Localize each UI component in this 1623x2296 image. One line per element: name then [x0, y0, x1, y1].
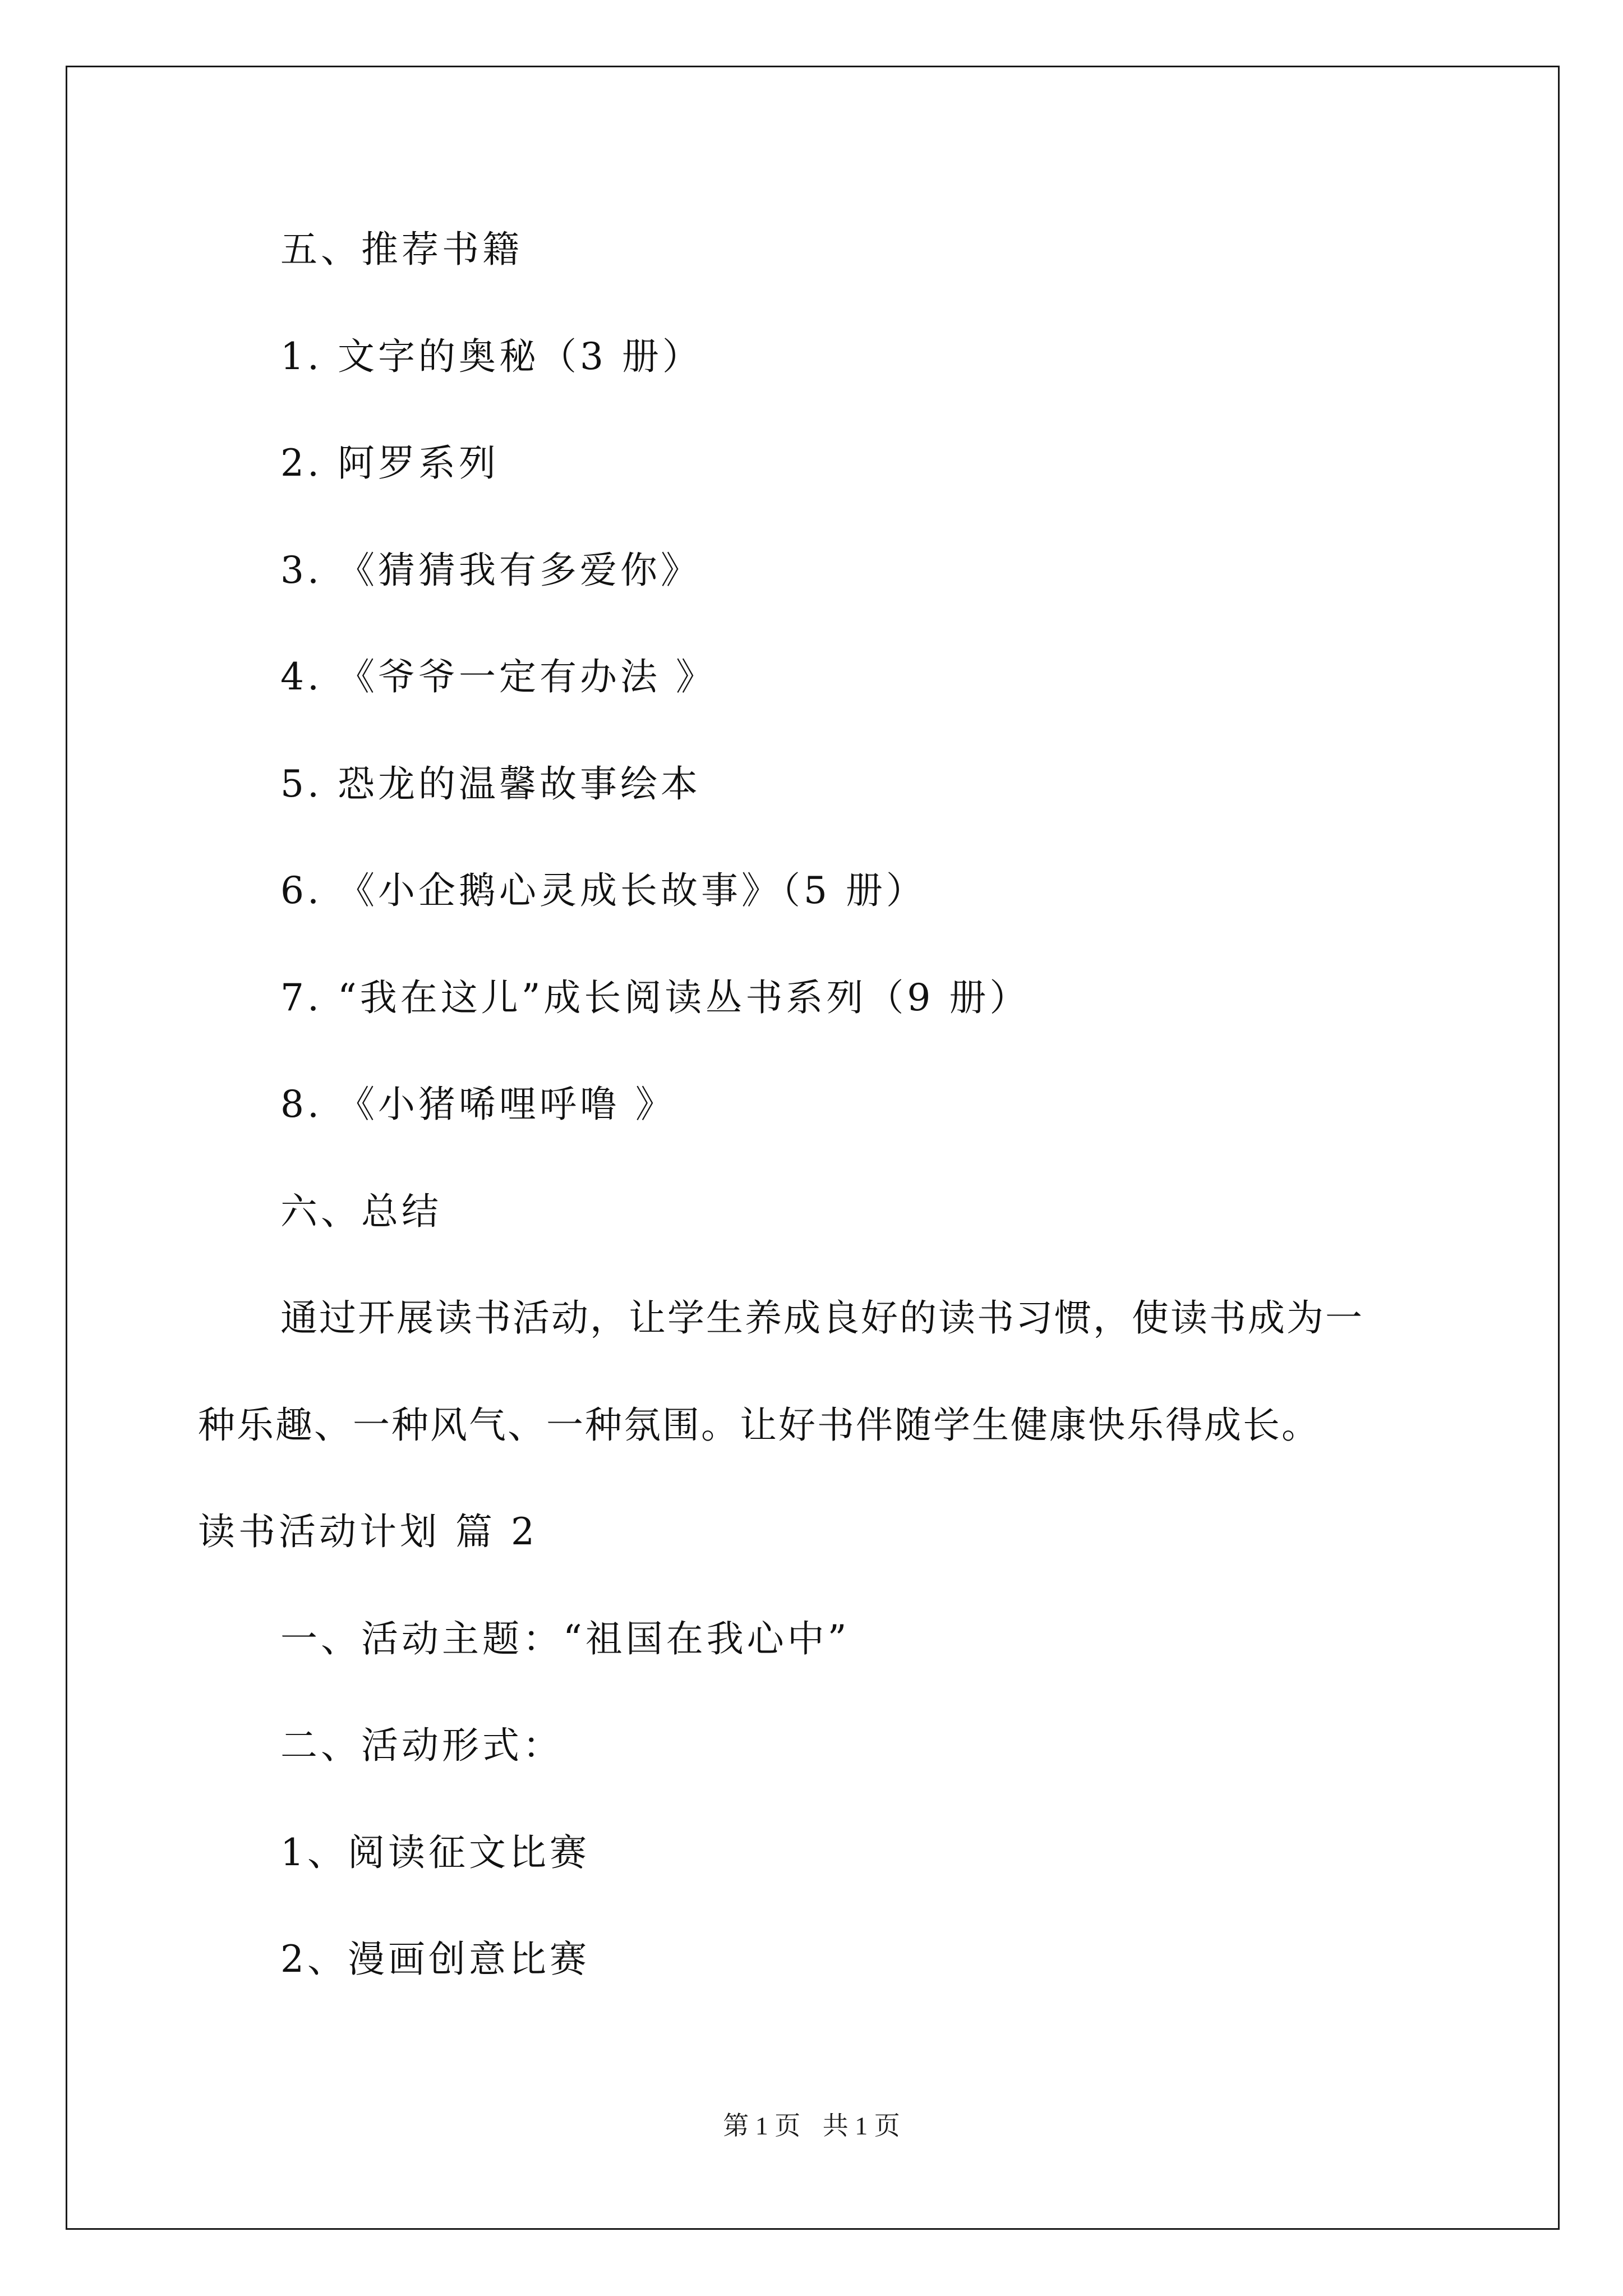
book-item-4: 4. 《爷爷一定有办法 》	[280, 655, 716, 698]
summary-paragraph-line-2: 种乐趣、一种风气、一种氛围。让好书伴随学生健康快乐得成长。	[198, 1404, 1320, 1447]
summary-paragraph-line-1: 通过开展读书活动，让学生养成良好的读书习惯，使读书成为一	[280, 1296, 1364, 1340]
page-footer	[0, 2110, 1623, 2142]
activity-format-item-2: 2、漫画创意比赛	[280, 1938, 590, 1981]
book-item-8: 8. 《小猪唏哩呼噜 》	[280, 1083, 676, 1126]
book-item-1: 1. 文字的奥秘（3 册）	[280, 335, 703, 378]
book-item-5: 5. 恐龙的温馨故事绘本	[280, 762, 701, 806]
book-item-7: 7. “我在这儿”成长阅读丛书系列（9 册）	[280, 976, 1030, 1019]
book-item-3: 3. 《猜猜我有多爱你》	[280, 549, 701, 592]
page-number-current: 第 1 页	[723, 2111, 801, 2140]
book-item-2: 2. 阿罗系列	[280, 441, 499, 485]
section-heading-summary: 六、总结	[280, 1190, 442, 1233]
document-title-part-2: 读书活动计划 篇 2	[198, 1510, 538, 1553]
book-item-6: 6. 《小企鹅心灵成长故事》（5 册）	[280, 869, 926, 912]
activity-format-item-1: 1、阅读征文比赛	[280, 1831, 590, 1874]
activity-format-heading: 二、活动形式：	[280, 1724, 563, 1767]
section-heading-recommended-books: 五、推荐书籍	[280, 228, 523, 271]
activity-theme: 一、活动主题：“祖国在我心中”	[280, 1617, 850, 1660]
page-number-total: 共 1 页	[822, 2111, 900, 2140]
